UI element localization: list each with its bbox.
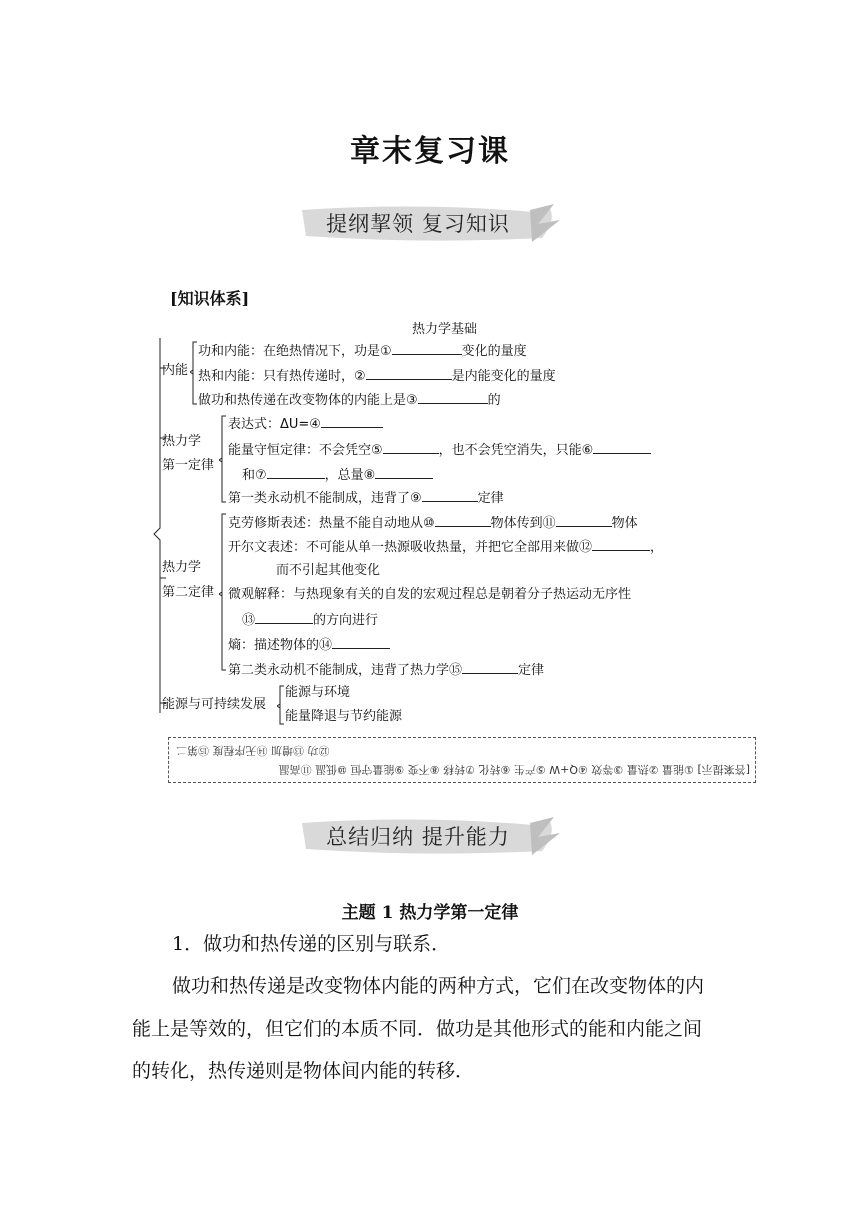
tree-line: 能源与环境 <box>285 685 351 700</box>
section-banner-review <box>302 204 562 238</box>
tree-line: 能量守恒定律：不会凭空⑤ ，也不会凭空消失，只能⑥ <box>228 441 651 459</box>
banner-text: 提纲挈领 复习知识 <box>326 212 510 236</box>
section-banner-summary <box>302 817 562 851</box>
tree-line: 开尔文表述：不可能从单一热源吸收热量，并把它全部用来做⑫ ， <box>228 540 664 555</box>
paragraph-line: 的转化，热传递则是物体间内能的转移． <box>132 1060 475 1082</box>
tree-line: 做功和热传递在改变物体的内能上是③ 的 <box>198 393 501 408</box>
tree-line: 第一类永动机不能制成，违背了⑨ 定律 <box>228 491 504 506</box>
branch-energy: 能源与可持续发展 <box>162 697 267 712</box>
page-title: 章末复习课 <box>350 134 510 169</box>
tree-line: ⑬ 的方向进行 <box>242 613 379 628</box>
tree-line: 和⑦ ，总量⑧ <box>242 466 433 484</box>
answer-row-upside-down: ⑫功 ⑬增加 ⑭无序程度 ⑮第二 <box>176 744 330 757</box>
answer-row-upside-down: [答案提示] ①能量 ②热量 ③等效 ④Q+W ⑤产生 ⑥转化 ⑦转移 ⑧不变 ⑨能量守恒 ⑩低温 ⑪高温 <box>278 763 750 776</box>
paragraph-line: 能上是等效的，但它们的本质不同．做功是其他形式的能和内能之间 <box>132 1018 703 1040</box>
branch-second-law-1: 热力学 <box>162 560 202 575</box>
tree-line: 热和内能：只有热传递时，② 是内能变化的量度 <box>198 369 556 384</box>
paragraph-line: 做功和热传递是改变物体内能的两种方式，它们在改变物体的内 <box>172 975 705 997</box>
banner-text: 总结归纳 提升能力 <box>326 825 510 849</box>
branch-second-law-2: 第二定律 <box>162 585 215 600</box>
tree-root: 热力学基础 <box>412 322 478 337</box>
branch-first-law-1: 热力学 <box>162 434 202 449</box>
tree-line: 能量降退与节约能源 <box>285 709 403 724</box>
tree-line: 克劳修斯表述：热量不能自动地从⑩ 物体传到⑪ 物体 <box>228 516 638 531</box>
tree-line: 熵：描述物体的⑭ <box>228 636 390 654</box>
tree-line: 功和内能：在绝热情况下，功是① 变化的量度 <box>198 344 527 359</box>
tree-line: 微观解释：与热现象有关的自发的宏观过程总是朝着分子热运动无序性 <box>228 587 632 602</box>
knowledge-system-label: [知识体系] <box>170 289 250 308</box>
branch-first-law-2: 第一定律 <box>162 458 215 473</box>
tree-line: 表达式：ΔU=④ <box>228 415 383 433</box>
tree-line: 而不引起其他变化 <box>276 563 381 578</box>
root-brace <box>150 338 170 718</box>
tree-line: 第二类永动机不能制成，违背了热力学⑮ 定律 <box>228 663 545 678</box>
branch-internal-energy: 内能 <box>162 363 189 378</box>
item-heading: 1．做功和热传递的区别与联系． <box>172 933 451 955</box>
topic-heading: 主题 1 热力学第一定律 <box>341 903 519 923</box>
